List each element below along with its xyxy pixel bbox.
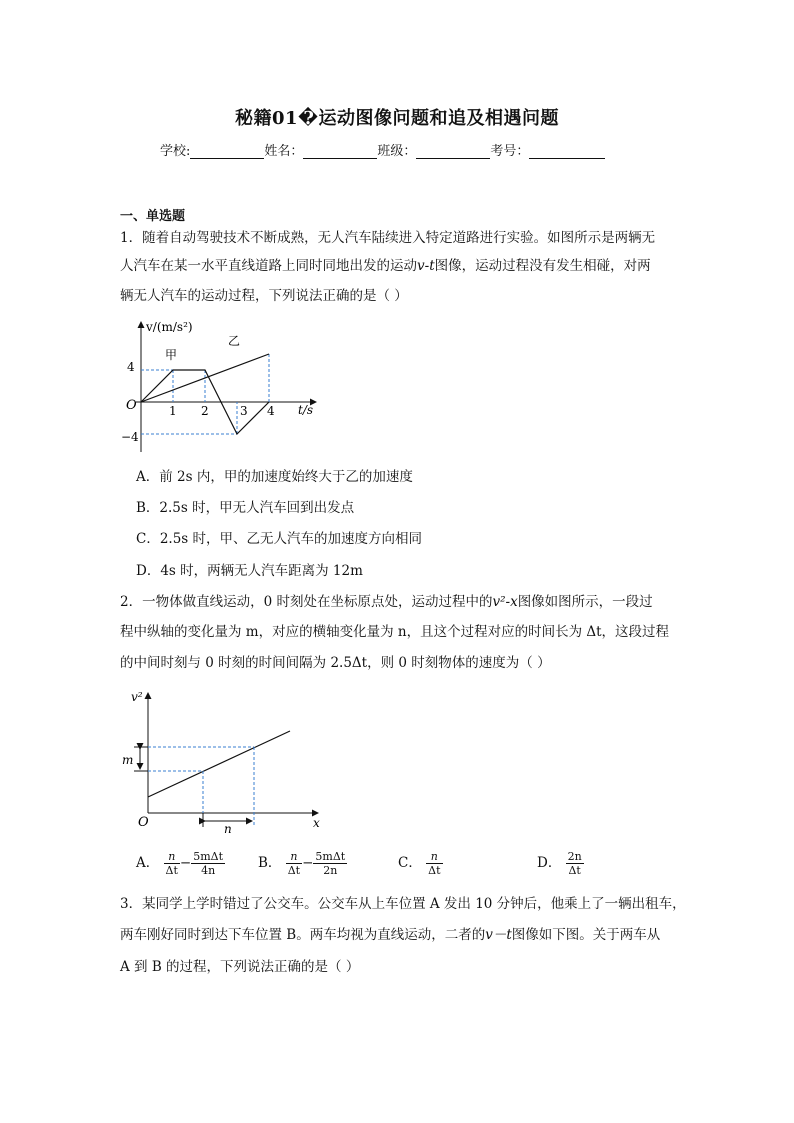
section-heading: 一、单选题 [120,209,186,224]
question-1-line-2: 人汽车在某一水平直线道路上同时同地出发的运动v-t图像，运动过程没有发生相碰，对两 [120,258,651,274]
series-label-jia: 甲 [165,348,178,362]
series-label-yi: 乙 [228,334,241,348]
x-tick-label-2: 2 [201,404,209,418]
origin-label: O [126,398,137,413]
q2-option-c: C． $\frac{n}{\Delta t}$ [398,850,441,877]
q2-option-d: D． $\frac{2n}{\Delta t}$ [537,850,582,877]
class-label: 班级： [377,144,417,159]
y-axis-label: v² [131,690,143,704]
v2x-line [148,731,290,797]
q2-option-a: A． $\frac{n}{\Delta t}$ − $\frac{\text{5mΔt}}{4n}$ [136,850,224,877]
question-3-line-2: 两车刚好同时到达下车位置 B。两车均视为直线运动，二者的v－t图像如下图。关于两车从 [120,927,661,943]
n-label: n [224,822,232,835]
x-tick-label-1: 1 [169,404,177,418]
q1-option-a: A．前 2s 内，甲的加速度始终大于乙的加速度 [136,469,413,485]
q1-option-b: B．2.5s 时，甲无人汽车回到出发点 [136,500,355,516]
x-axis-label: x [313,816,320,830]
question-1-line-3: 辆无人汽车的运动过程，下列说法正确的是（ ） [120,288,408,304]
question-2-line-2: 程中纵轴的变化量为 m，对应的横轴变化量为 n，且这个过程对应的时间长为 Δt，这段过程 [120,624,670,640]
origin-label: O [138,815,149,830]
x-tick-label-3: 3 [240,404,248,418]
page-title: 秘籍01�运动图像问题和追及相遇问题 [234,108,560,129]
school-blank [190,144,264,159]
q1-option-c: C．2.5s 时，甲、乙无人汽车的加速度方向相同 [136,531,423,547]
name-blank [303,144,377,159]
question-3-line-3: A 到 B 的过程，下列说法正确的是（ ） [120,959,360,975]
x-tick-label-4: 4 [267,404,275,418]
y-tick-label-4: 4 [127,360,135,374]
y-axis-label: v/(m/s²) [146,320,193,334]
exam-no-label: 考号： [490,144,530,159]
m-label: m [122,753,134,767]
question-2-line-3: 的中间时刻与 0 时刻的时间间隔为 2.5Δt，则 0 时刻物体的速度为（ ） [120,655,551,671]
class-blank [416,144,490,159]
vt-chart [118,316,328,456]
q2-option-b: B． $\frac{n}{\Delta t}$ − $\frac{\text{5mΔt}}{2n}$ [258,850,346,877]
exam-no-blank [529,144,605,159]
question-2-line-1: 2．一物体做直线运动，0 时刻处在坐标原点处，运动过程中的v²-x图像如图所示，一段过 [120,594,653,610]
q1-option-d: D．4s 时，两辆无人汽车距离为 12m [136,563,363,579]
name-label: 姓名： [264,144,304,159]
series-yi-line [141,354,269,402]
question-1-line-1: 1．随着自动驾驶技术不断成熟，无人汽车陆续进入特定道路进行实验。如图所示是两辆无 [120,230,656,246]
y-tick-label-neg4: −4 [121,430,139,444]
school-label: 学校: [160,144,191,159]
question-3-line-1: 3．某同学上学时错过了公交车。公交车从上车位置 A 发出 10 分钟后，他乘上了一辆出租车， [120,896,686,912]
x-axis-label: t/s [298,403,314,417]
student-info-line [160,140,605,159]
v2x-chart [118,685,333,835]
